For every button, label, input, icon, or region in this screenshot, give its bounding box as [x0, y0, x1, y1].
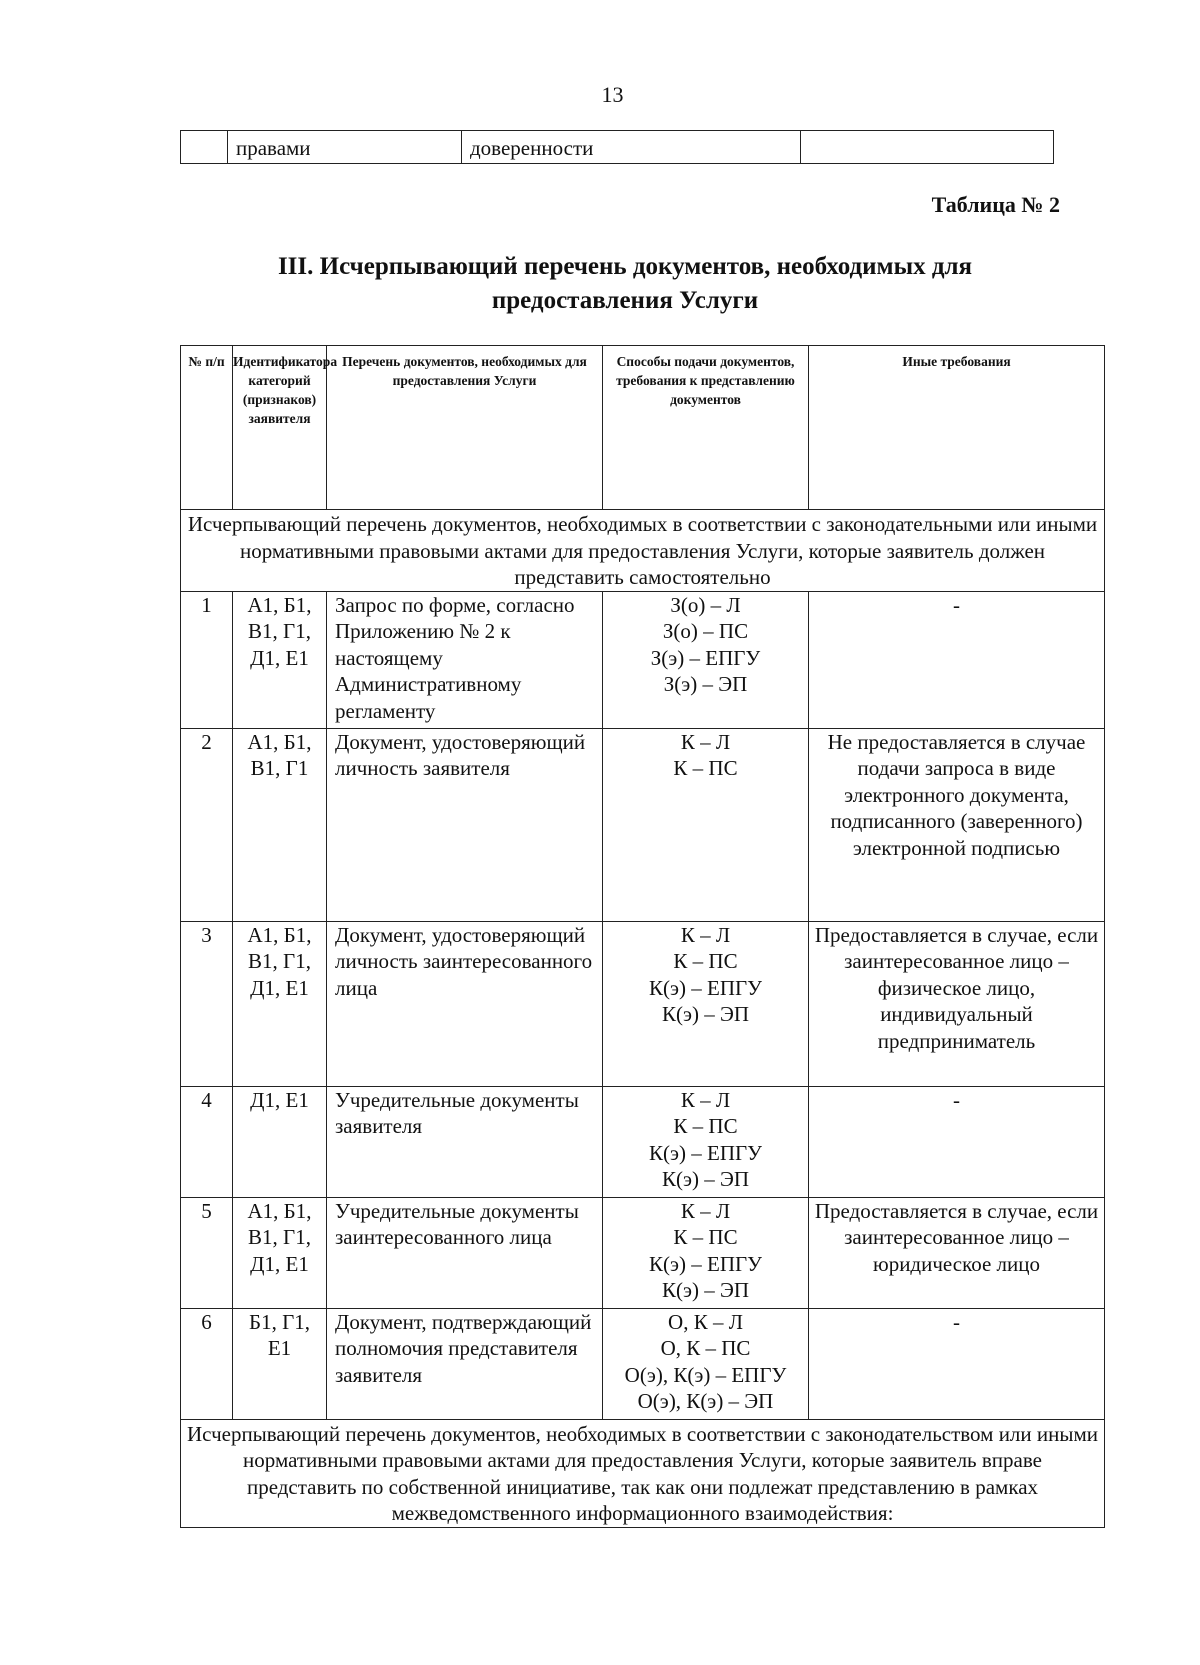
table-row — [181, 921, 1105, 1086]
method-line: З(э) – ЕПГУ — [650, 645, 761, 670]
row-requirements: Предоставляется в случае, если заинтересованное лицо – физическое лицо, индивидуальный предприниматель — [809, 921, 1105, 1086]
section-heading: Исчерпывающий перечень документов, необходимых в соответствии с законодательством или иными нормативными правовыми актами для предоставления Услуги, которые заявитель вправе представить по собственной инициативе, так как они подлежат представлению в рамках межведомственного информационного взаимодействия: — [181, 1419, 1105, 1527]
identifier-line: В1, Г1, — [248, 1225, 311, 1249]
row-document: Документ, удостоверяющий личность заинтересованного лица — [327, 921, 603, 1086]
row-document: Учредительные документы заинтересованного лица — [327, 1197, 603, 1308]
row-document: Запрос по форме, согласно Приложению № 2 к настоящему Административному регламенту — [327, 591, 603, 728]
header-identifier: Идентификатора категорий (признаков) заявителя — [233, 346, 327, 510]
row-document: Документ, подтверждающий полномочия представителя заявителя — [327, 1308, 603, 1419]
identifier-line: Е1 — [267, 1336, 292, 1360]
method-line: К(э) – ЕПГУ — [648, 975, 762, 1000]
row-number: 6 — [181, 1308, 233, 1419]
row-methods — [603, 1197, 809, 1308]
table-row — [181, 1308, 1105, 1419]
identifier-line: Д1, Е1 — [250, 975, 309, 1000]
identifier-line: А1, Б1, — [247, 729, 312, 754]
documents-table — [180, 345, 1105, 1528]
method-line: З(о) – ПС — [662, 619, 749, 643]
row-methods — [603, 1086, 809, 1197]
method-line: К – Л — [680, 729, 731, 754]
section-row — [181, 510, 1105, 592]
continuation-table — [180, 130, 1054, 164]
row-identifier — [233, 1197, 327, 1308]
header-num: № п/п — [181, 346, 233, 510]
page-number: 13 — [601, 82, 624, 107]
row-number: 1 — [181, 591, 233, 728]
method-line: К – ПС — [673, 949, 738, 973]
method-line: О, К – ПС — [660, 1336, 751, 1360]
continuation-cell — [181, 131, 228, 164]
row-requirements: Предоставляется в случае, если заинтересованное лицо – юридическое лицо — [809, 1197, 1105, 1308]
continuation-cell: правами — [228, 131, 462, 164]
method-line: К – Л — [680, 1198, 731, 1223]
method-line: К – Л — [680, 922, 731, 947]
identifier-line: А1, Б1, — [247, 1198, 312, 1223]
row-number: 3 — [181, 921, 233, 1086]
row-methods — [603, 1308, 809, 1419]
identifier-line: А1, Б1, — [247, 922, 312, 947]
table-row — [181, 1086, 1105, 1197]
method-line: З(о) – Л — [670, 592, 741, 617]
header-other: Иные требования — [809, 346, 1105, 510]
section-row — [181, 1419, 1105, 1527]
row-requirements: Не предоставляется в случае подачи запроса в виде электронного документа, подписанного (заверенного) электронной подписью — [809, 728, 1105, 921]
continuation-cell: доверенности — [462, 131, 801, 164]
section-title: III. Исчерпывающий перечень документов, необходимых для предоставления Услуги — [277, 253, 973, 314]
header-documents: Перечень документов, необходимых для предоставления Услуги — [327, 346, 603, 510]
row-identifier — [233, 1308, 327, 1419]
method-line: З(э) – ЭП — [663, 672, 748, 696]
identifier-line: Д1, Е1 — [250, 1087, 309, 1112]
method-line: О(э), К(э) – ЕПГУ — [624, 1362, 787, 1387]
identifier-line: В1, Г1 — [250, 756, 309, 780]
row-number: 4 — [181, 1086, 233, 1197]
method-line: К(э) – ЭП — [661, 1278, 750, 1302]
identifier-line: Д1, Е1 — [250, 645, 309, 670]
method-line: К – ПС — [673, 1225, 738, 1249]
table-header-row — [181, 346, 1105, 510]
table-row — [181, 728, 1105, 921]
method-line: О(э), К(э) – ЭП — [637, 1389, 774, 1413]
row-number: 2 — [181, 728, 233, 921]
identifier-line: В1, Г1, — [248, 619, 311, 643]
method-line: К – Л — [680, 1087, 731, 1112]
method-line: К(э) – ЭП — [661, 1002, 750, 1026]
table-row — [181, 1197, 1105, 1308]
row-identifier — [233, 921, 327, 1086]
row-number: 5 — [181, 1197, 233, 1308]
row-methods — [603, 728, 809, 921]
continuation-cell — [801, 131, 1054, 164]
table-row — [181, 591, 1105, 728]
row-document: Документ, удостоверяющий личность заявителя — [327, 728, 603, 921]
header-methods: Способы подачи документов, требования к представлению документов — [603, 346, 809, 510]
method-line: К(э) – ЕПГУ — [648, 1140, 762, 1165]
row-requirements: - — [809, 1086, 1105, 1197]
row-identifier — [233, 591, 327, 728]
table-caption: Таблица № 2 — [931, 192, 1060, 217]
method-line: К(э) – ЕПГУ — [648, 1251, 762, 1276]
identifier-line: А1, Б1, — [247, 592, 312, 617]
row-document: Учредительные документы заявителя — [327, 1086, 603, 1197]
row-identifier — [233, 728, 327, 921]
method-line: К – ПС — [673, 756, 738, 780]
method-line: О, К – Л — [668, 1309, 743, 1334]
row-requirements: - — [809, 1308, 1105, 1419]
row-requirements: - — [809, 591, 1105, 728]
row-methods — [603, 921, 809, 1086]
row-methods — [603, 591, 809, 728]
identifier-line: В1, Г1, — [248, 949, 311, 973]
identifier-line: Д1, Е1 — [250, 1251, 309, 1276]
method-line: К(э) – ЭП — [661, 1167, 750, 1191]
table-row — [181, 131, 1054, 164]
row-identifier — [233, 1086, 327, 1197]
section-heading: Исчерпывающий перечень документов, необходимых в соответствии с законодательными или иными нормативными правовыми актами для предоставления Услуги, которые заявитель должен представить самостоятельно — [181, 510, 1105, 592]
identifier-line: Б1, Г1, — [249, 1309, 310, 1334]
method-line: К – ПС — [673, 1114, 738, 1138]
